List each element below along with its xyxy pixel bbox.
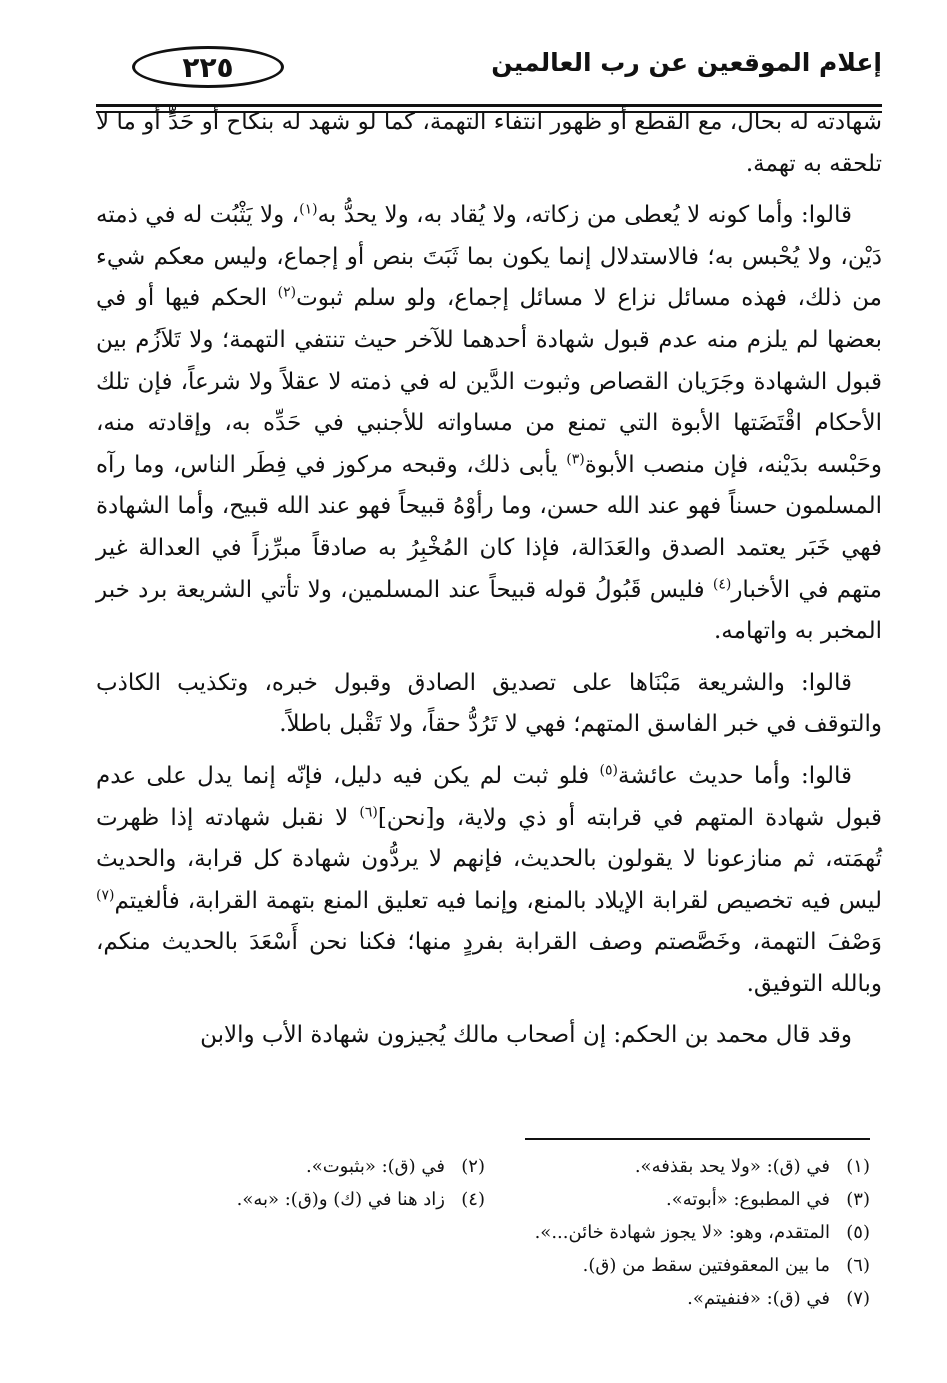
footnote-row <box>100 1183 870 1216</box>
text-segment: وَصْفَ التهمة، وخَصَّصتم وصف القرابة بفردٍ منها؛ فكنا نحن أَسْعَدَ بالحديث منكم، وبالله التوفيق. <box>96 929 882 997</box>
footnote-row <box>100 1150 870 1183</box>
text-segment: الحكم فيها أو في بعضها لم يلزم منه عدم قبول شهادة أحدهما للآخر حيث تنتفي التهمة؛ ولا تَلاَزُم بين قبول الشهادة وجَرَيان القصاص وثبوت الدَّين له في ذمته لا عقلاً ولا شرعاً، فإن تلك الأحكام اقْتَضَتها الأبوة التي تمنع من مساواته للأجنبي في حَدِّه به، وإقادته منه، وحَبْسه بدَيْنه، فإن منصب الأبوة <box>96 285 882 478</box>
text-segment: قالوا: وأما كونه لا يُعطى من زكاته، ولا يُقاد به، ولا يحدُّ به <box>317 202 852 229</box>
footnote-reference: (٣) <box>566 451 585 468</box>
paragraph-p4 <box>96 756 882 1006</box>
text-segment: فلو ثبت لم يكن فيه دليل، فإنّه إنما يدل على عدم قبول شهادة المتهم في قرابته أو ذي ولاية، و[نحن] <box>96 762 883 831</box>
footnote-reference: (٦) <box>359 803 378 820</box>
paragraph-p2 <box>96 195 882 653</box>
footnote-7: (٧)في (ق): «فنفيتم». <box>687 1288 870 1309</box>
footnote-row <box>100 1282 870 1315</box>
footnote-reference: (٤) <box>712 575 732 592</box>
text-segment: شهادته له بحال، مع القطع أو ظهور انتفاء التهمة، كما لو شهد له بنكاح أو حَدٍّ أو ما لا تلحقه به تهمة. <box>96 109 882 177</box>
footnote-reference: (٧) <box>96 887 115 904</box>
footnote-separator <box>525 1138 870 1140</box>
text-segment: قالوا: والشريعة مَبْنَاها على تصديق الصادق وقبول خبره، وتكذيب الكاذب والتوقف في خبر الفاسق المتهم؛ فهي لا تَرُدُّ حقاً، ولا تَقْبل باطلاً. <box>96 669 882 738</box>
footnote-4: (٤)زاد هنا في (ك) و(ق): «به». <box>236 1189 485 1210</box>
paragraph-p1 <box>96 102 882 185</box>
main-text <box>96 102 882 1067</box>
page-number: ٢٢٥ <box>132 46 284 88</box>
footnote-2: (٢)في (ق): «بثبوت». <box>306 1156 485 1177</box>
footnote-5: (٥)المتقدم، وهو: «لا يجوز شهادة خائن...». <box>534 1222 870 1243</box>
footnotes <box>100 1150 870 1315</box>
text-segment: ، ولا يَثْبُت له في ذمته دَيْن، ولا يُحْبس به؛ فالاستدلال إنما يكون بما ثَبَتَ بنص أو إجماع، وليس معكم شيء من ذلك، فهذه مسائل نزاع لا مسائل إجماع، ولو سلم ثبوت <box>96 202 882 312</box>
page-header <box>96 38 882 98</box>
text-segment: قالوا: وأما حديث عائشة <box>617 762 852 789</box>
text-segment: يأبى ذلك، وقبحه مركوز في فِطَر الناس، وما رآه المسلمون حسناً فهو عند الله حسن، وما رأوْهُ قبيحاً فهو عند الله قبيح، وأما الشهادة فهي خَبَر يعتمد الصدق والعَدَالة، فإذا كان المُخْبِرُ به صادقاً مبرِّزاً في العدالة غير متهم في الأخبار <box>96 451 882 603</box>
paragraph-p5 <box>96 1015 882 1057</box>
footnote-reference: (١) <box>299 201 318 218</box>
footnote-reference: (٢) <box>277 284 297 301</box>
text-segment: وقد قال محمد بن الحكم: إن أصحاب مالك يُجيزون شهادة الأب والابن <box>200 1022 852 1049</box>
footnote-3: (٣)في المطبوع: «أبوته». <box>666 1189 870 1210</box>
footnote-1: (١)في (ق): «ولا يحد بقذفه». <box>634 1156 870 1177</box>
footnote-row <box>100 1249 870 1282</box>
footnote-reference: (٥) <box>599 762 618 779</box>
footnote-6: (٦)ما بين المعقوفتين سقط من (ق). <box>582 1255 870 1276</box>
text-segment: لا نقبل شهادته إذا ظهرت تُهمَته، ثم منازعونا لا يقولون بالحديث، فإنهم لا يردُّون شهادة كل قرابة، والحديث ليس فيه تخصيص لقرابة الإيلاد بالمنع، وإنما فيه تعليق المنع بتهمة القرابة، فألغيتم <box>96 804 882 914</box>
text-segment: فليس قَبُولُ قوله قبيحاً عند المسلمين، ولا تأتي الشريعة برد خبر المخبر به واتهامه. <box>96 576 882 645</box>
footnote-row <box>100 1216 870 1249</box>
paragraph-p3 <box>96 663 882 746</box>
running-title: إعلام الموقعين عن رب العالمين <box>491 48 882 77</box>
